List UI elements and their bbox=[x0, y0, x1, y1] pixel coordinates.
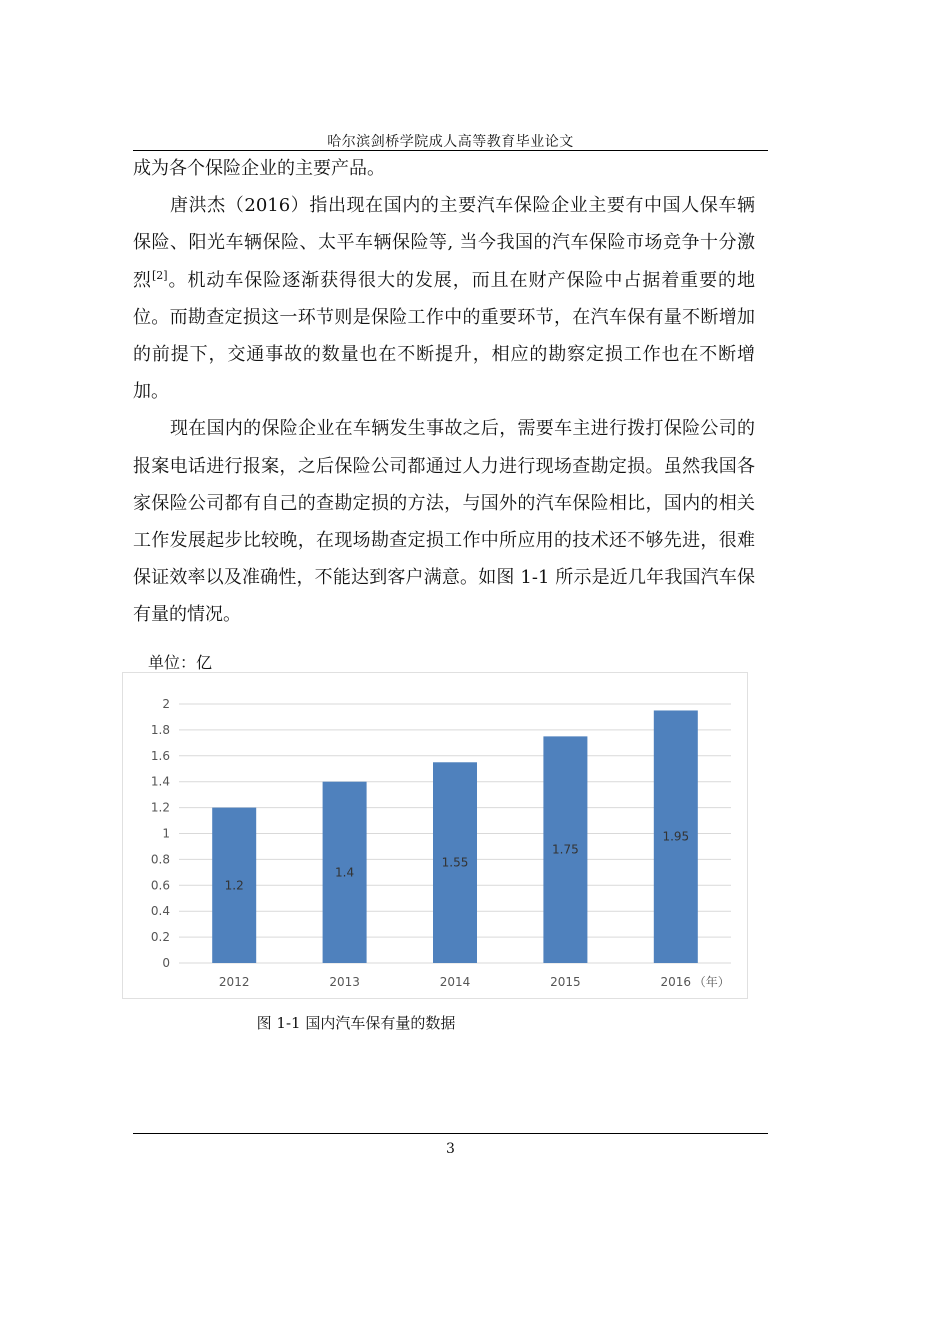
data-label: 1.55 bbox=[441, 855, 469, 870]
paragraph-3: 现在国内的保险企业在车辆发生事故之后，需要车主进行拨打保险公司的报案电话进行报案，之后保险公司都通过人力进行现场查勘定损。虽然我国各家保险公司都有自己的查勘定损的方法，与国外的汽车保险相比，国内的相关工作发展起步比较晚，在现场勘查定损工作中所应用的技术还不够先进，很难保证效率以及准确性，不能达到客户满意。如图 1-1 所示是近几年我国汽车保有量的情况。 bbox=[133, 418, 755, 626]
bar-chart bbox=[122, 672, 748, 999]
page-header-title: 哈尔滨剑桥学院成人高等教育毕业论文 bbox=[327, 134, 574, 150]
y-tick-label: 1.4 bbox=[150, 774, 170, 789]
y-tick-label: 1.8 bbox=[150, 722, 170, 737]
paragraph-2 bbox=[133, 187, 755, 410]
x-tick-label: 2014 bbox=[439, 975, 471, 989]
y-tick-label: 0 bbox=[162, 956, 170, 970]
chart-canvas bbox=[123, 673, 747, 998]
chart-unit-label: 单位：亿 bbox=[148, 653, 213, 672]
paragraph-2-tail: 。机动车保险逐渐获得很大的发展，而且在财产保险中占据着重要的地位。而勘查定损这一环节则是保险工作中的重要环节，在汽车保有量不断增加的前提下，交通事故的数量也在不断提升，相应的勘察定损工作也在不断增加。 bbox=[133, 269, 755, 403]
x-axis-unit: （年） bbox=[693, 975, 730, 989]
page-number: 3 bbox=[446, 1141, 455, 1157]
y-tick-label: 0.4 bbox=[150, 904, 170, 919]
x-tick-label: 2013 bbox=[329, 975, 360, 989]
y-tick-label: 0.6 bbox=[150, 878, 170, 893]
y-tick-label: 0.2 bbox=[150, 930, 170, 945]
figure-caption: 图 1-1 国内汽车保有量的数据 bbox=[256, 1014, 456, 1032]
x-tick-label: 2016 bbox=[660, 975, 692, 989]
footer-divider bbox=[133, 1133, 768, 1134]
data-label: 1.4 bbox=[335, 865, 355, 880]
paragraph-1: 成为各个保险企业的主要产品。 bbox=[133, 158, 385, 179]
y-tick-label: 1.6 bbox=[150, 748, 170, 763]
citation-ref: [2] bbox=[151, 268, 168, 282]
y-tick-label: 1 bbox=[162, 826, 170, 841]
data-label: 1.95 bbox=[662, 829, 690, 844]
data-label: 1.75 bbox=[552, 842, 579, 857]
body-text bbox=[133, 150, 755, 634]
y-tick-label: 2 bbox=[162, 697, 170, 711]
data-label: 1.2 bbox=[224, 878, 244, 893]
x-tick-label: 2015 bbox=[550, 975, 581, 989]
y-tick-label: 1.2 bbox=[150, 800, 170, 815]
y-tick-label: 0.8 bbox=[150, 852, 170, 867]
x-tick-label: 2012 bbox=[218, 975, 250, 989]
paragraph-2-text: 唐洪杰（2016）指出现在国内的主要汽车保险企业主要有中国人保车辆保险、阳光车辆保险、太平车辆保险等, 当今我国的汽车保险市场竞争十分激烈 bbox=[133, 195, 755, 291]
